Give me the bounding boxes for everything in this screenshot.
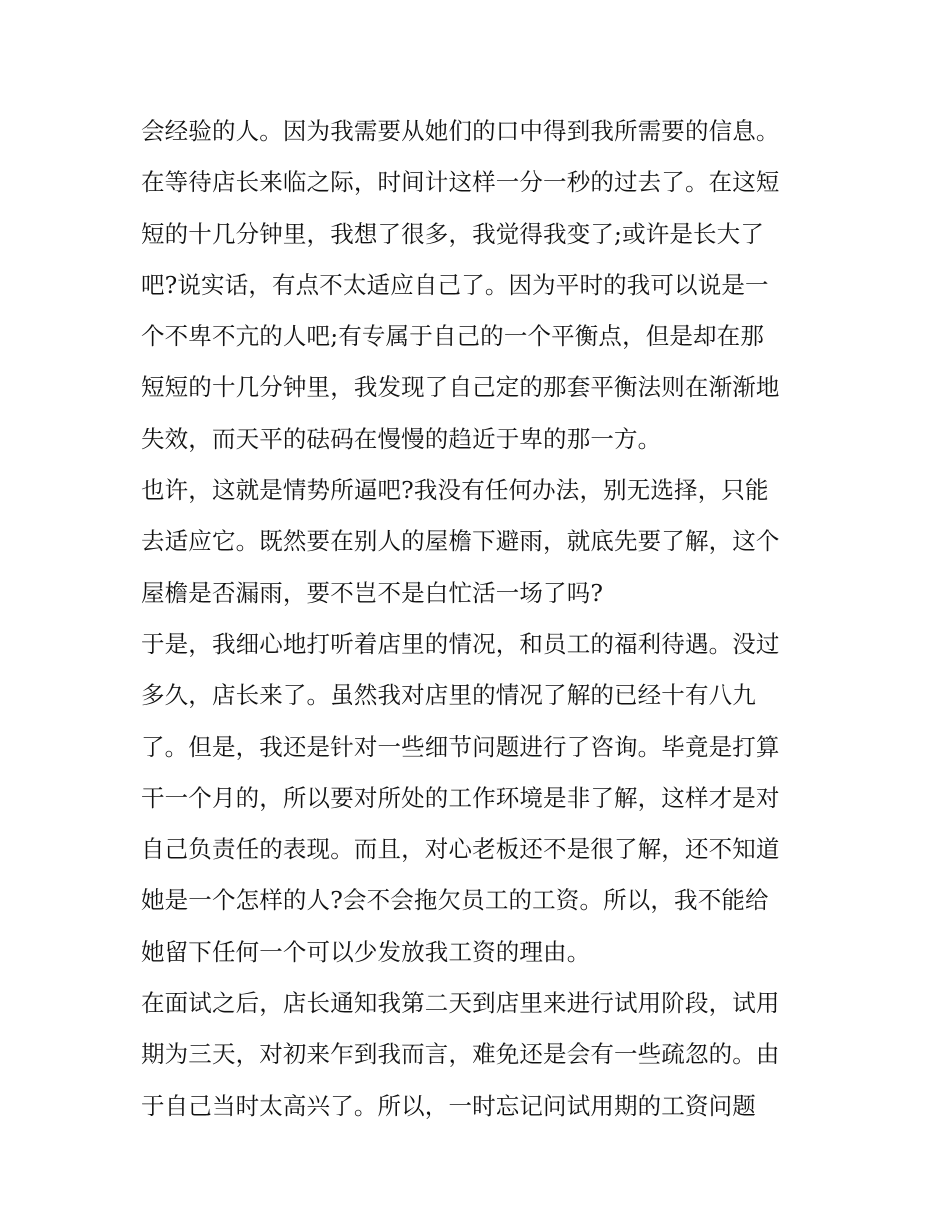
text-line: 失效，而天平的砝码在慢慢的趋近于卑的那一方。 <box>141 424 662 453</box>
text-line: 去适应它。既然要在别人的屋檐下避雨，就底先要了解，这个 <box>141 527 780 556</box>
text-line: 也许，这就是情势所逼吧?我没有任何办法，别无选择，只能 <box>141 476 769 505</box>
text-line: 她是一个怎样的人?会不会拖欠员工的工资。所以，我不能给 <box>141 886 769 915</box>
text-line: 了。但是，我还是针对一些细节问题进行了咨询。毕竟是打算 <box>141 732 780 761</box>
text-line: 自己负责任的表现。而且，对心老板还不是很了解，还不知道 <box>141 835 780 864</box>
text-line: 在等待店长来临之际，时间计这样一分一秒的过去了。在这短 <box>141 168 780 197</box>
text-line: 屋檐是否漏雨，要不岂不是白忙活一场了吗? <box>141 578 604 607</box>
text-line: 吧?说实话，有点不太适应自己了。因为平时的我可以说是一 <box>141 270 769 299</box>
text-line: 会经验的人。因为我需要从她们的口中得到我所需要的信息。 <box>141 117 780 145</box>
text-line: 期为三天，对初来乍到我而言，难免还是会有一些疏忽的。由 <box>141 1040 780 1069</box>
text-line: 个不卑不亢的人吧;有专属于自己的一个平衡点，但是却在那 <box>141 322 764 351</box>
text-line: 于是，我细心地打听着店里的情况，和员工的福利待遇。没过 <box>141 629 780 658</box>
text-line: 她留下任何一个可以少发放我工资的理由。 <box>141 937 591 966</box>
text-line: 短的十几分钟里，我想了很多，我觉得我变了;或许是长大了 <box>141 219 764 248</box>
text-line: 多久，店长来了。虽然我对店里的情况了解的已经十有八九 <box>141 681 756 710</box>
text-line: 短短的十几分钟里，我发现了自己定的那套平衡法则在渐渐地 <box>141 373 780 402</box>
body-text <box>141 106 831 1132</box>
text-line: 在面试之后，店长通知我第二天到店里来进行试用阶段，试用 <box>141 989 780 1018</box>
text-line: 于自己当时太高兴了。所以，一时忘记问试用期的工资问题 <box>141 1091 756 1120</box>
text-line: 干一个月的，所以要对所处的工作环境是非了解，这样才是对 <box>141 783 780 812</box>
